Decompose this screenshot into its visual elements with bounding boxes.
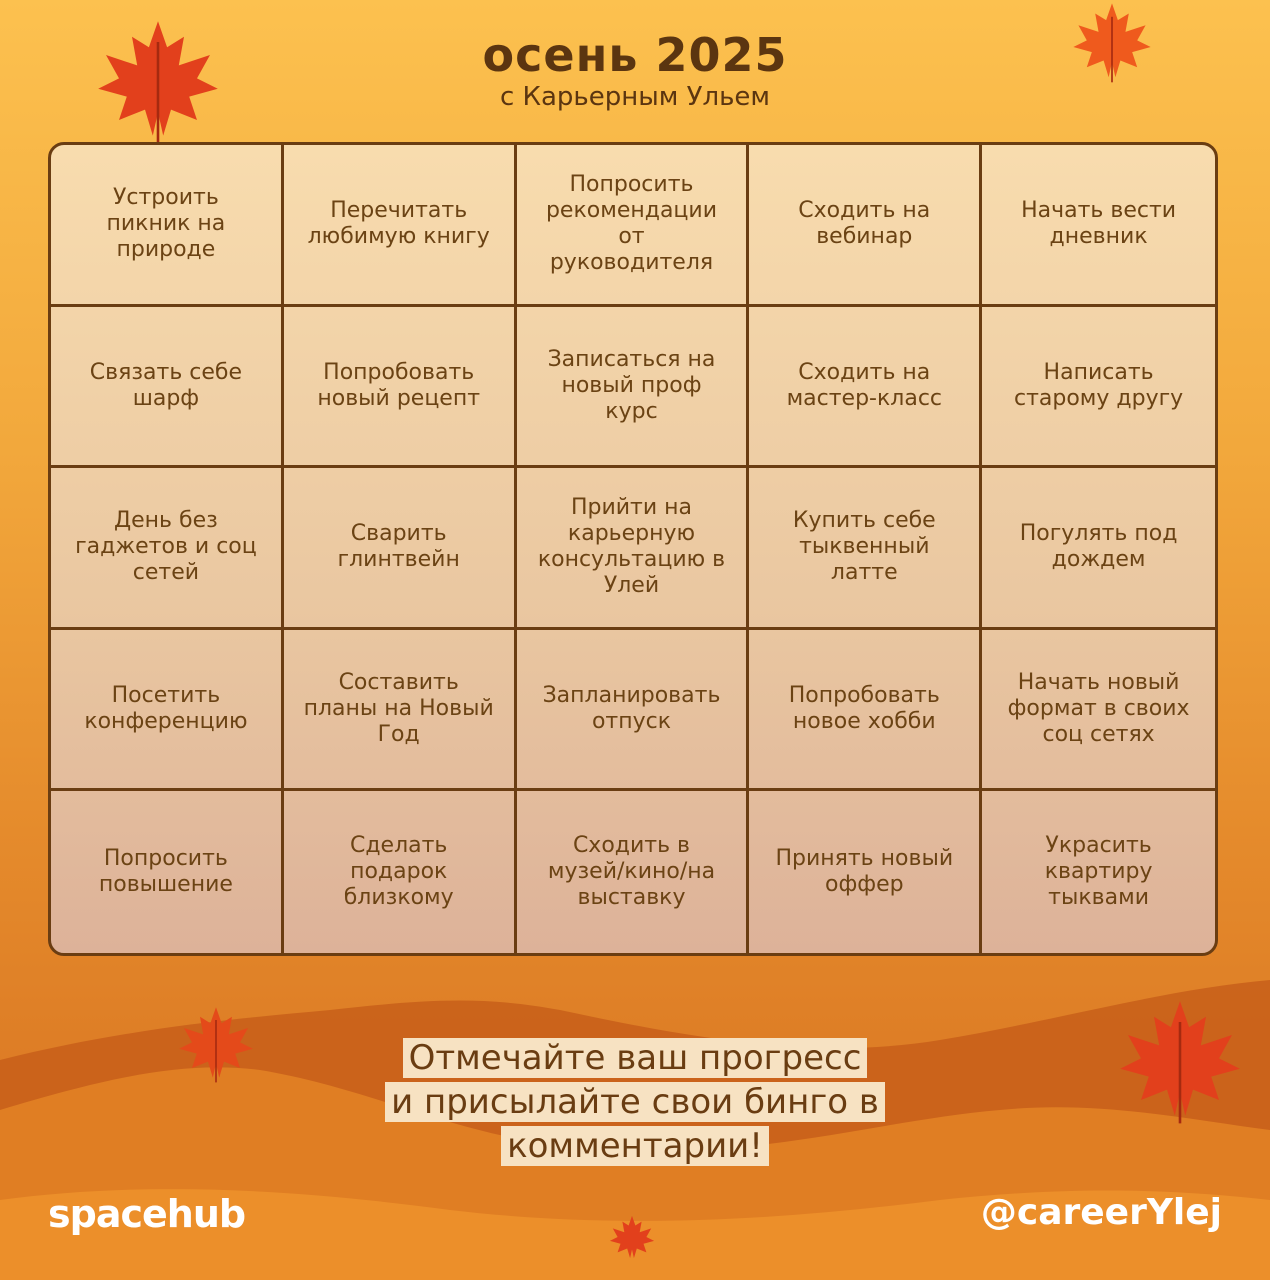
- bingo-cell[interactable]: Сделать подарок близкому: [284, 791, 517, 953]
- bingo-cell[interactable]: День без гаджетов и соц сетей: [51, 468, 284, 630]
- bingo-cell[interactable]: Связать себе шарф: [51, 307, 284, 469]
- page-subtitle: с Карьерным Ульем: [499, 82, 771, 112]
- bingo-cell[interactable]: Начать вести дневник: [982, 145, 1215, 307]
- bingo-cell[interactable]: Украсить квартиру тыквами: [1044, 833, 1153, 911]
- bingo-cell[interactable]: Сходить на мастер-класс: [749, 307, 982, 469]
- bingo-cell[interactable]: Посетить конференцию: [51, 630, 284, 792]
- bingo-cell[interactable]: Попробовать новое хобби: [749, 630, 982, 792]
- cta-line: комментарии!: [501, 1126, 769, 1166]
- bingo-cell[interactable]: Сварить глинтвейн: [284, 468, 517, 630]
- cta-line: Отмечайте ваш прогресс: [403, 1038, 868, 1078]
- bingo-cell[interactable]: Прийти на карьерную консультацию в Улей: [517, 468, 750, 630]
- bingo-cell[interactable]: Сходить в музей/кино/на выставку: [517, 791, 750, 953]
- call-to-action: [0, 1036, 1270, 1168]
- bingo-cell[interactable]: Попросить повышение: [51, 791, 284, 953]
- bingo-cell[interactable]: Устроить пикник на природе: [51, 145, 284, 307]
- social-handle: @careerYlej: [980, 1192, 1222, 1233]
- bingo-cell[interactable]: Принять новый оффер: [749, 791, 982, 953]
- cta-line: и присылайте свои бинго в: [385, 1082, 885, 1122]
- bingo-cell[interactable]: Написать старому другу: [982, 307, 1215, 469]
- brand-logo: spacehub: [48, 1192, 246, 1236]
- bingo-cell[interactable]: Попросить рекомендации от руководителя: [517, 145, 750, 307]
- bingo-cell[interactable]: Погулять под дождем: [982, 468, 1215, 630]
- maple-leaf-icon: [608, 1214, 656, 1262]
- bingo-cell[interactable]: Начать новый формат в своих соц сетях: [982, 630, 1215, 792]
- bingo-cell[interactable]: Сходить на вебинар: [749, 145, 982, 307]
- page-title: осень 2025: [482, 28, 788, 82]
- bingo-cell[interactable]: Перечитать любимую книгу: [284, 145, 517, 307]
- bingo-cell[interactable]: Записаться на новый проф курс: [517, 307, 750, 469]
- bingo-cell[interactable]: Запланировать отпуск: [517, 630, 750, 792]
- bingo-cell[interactable]: Составить планы на Новый Год: [284, 630, 517, 792]
- bingo-cell[interactable]: Купить себе тыквенный латте: [749, 468, 982, 630]
- bingo-cell[interactable]: Попробовать новый рецепт: [284, 307, 517, 469]
- bingo-grid: [48, 142, 1218, 956]
